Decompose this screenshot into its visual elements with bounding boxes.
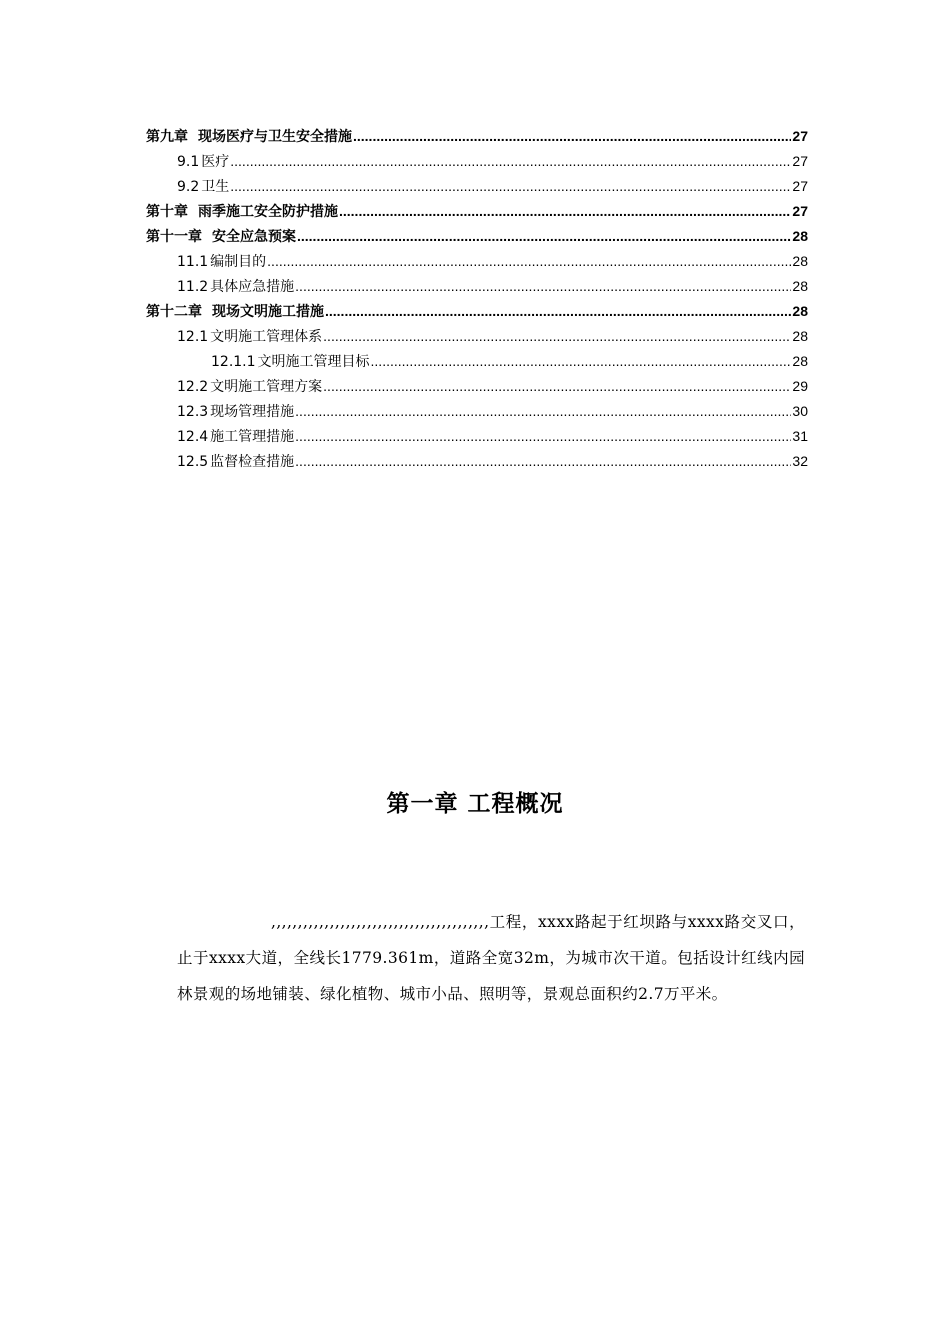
toc-entry-title: 卫生	[201, 179, 230, 195]
toc-entry[interactable]	[146, 149, 808, 174]
toc-entry-title: 医疗	[201, 154, 230, 170]
toc-page-number: 28	[792, 303, 808, 319]
toc-leader	[295, 274, 791, 299]
toc-entry-title: 安全应急预案	[212, 229, 296, 245]
toc-entry[interactable]	[146, 249, 808, 274]
toc-entry[interactable]	[146, 349, 808, 374]
toc-leader	[325, 299, 791, 324]
body-paragraph: ,,,,,,,,,,,,,,,,,,,,,,,,,,,,,,,,,,,,,,,,,工程，xxxx路起于红坝路与xxxx路交叉口，止于xxxx大道，全线长1779.361m，道路全宽32m，为城市次干道。包括设计红线内园林景观的场地铺装、绿化植物、城市小品、照明等，景观总面积约2.7万平米。	[177, 912, 805, 1003]
toc-entry-number: 12.3	[177, 404, 209, 420]
toc-entry[interactable]	[146, 374, 808, 399]
toc-entry-number: 12.5	[177, 454, 209, 470]
toc-entry-title: 施工管理措施	[210, 429, 295, 445]
toc-entry-title: 文明施工管理方案	[210, 379, 323, 395]
toc-entry[interactable]	[146, 299, 808, 324]
toc-entry[interactable]	[146, 199, 808, 224]
table-of-contents	[146, 124, 808, 474]
toc-page-number: 29	[792, 378, 808, 394]
toc-page-number: 28	[792, 278, 808, 294]
toc-entry-title: 文明施工管理目标	[257, 354, 370, 370]
toc-page-number: 28	[792, 228, 808, 244]
toc-leader	[323, 374, 791, 399]
toc-entry-number: 第十一章	[146, 229, 202, 245]
toc-entry-number: 第十二章	[146, 304, 202, 320]
toc-entry-title: 雨季施工安全防护措施	[198, 204, 338, 220]
toc-page-number: 27	[792, 128, 808, 144]
toc-leader	[339, 199, 791, 224]
toc-entry[interactable]	[146, 399, 808, 424]
toc-page-number: 27	[792, 203, 808, 219]
toc-entry[interactable]	[146, 324, 808, 349]
toc-entry-number: 第十章	[146, 204, 188, 220]
toc-leader	[230, 149, 791, 174]
toc-entry-title: 文明施工管理体系	[210, 329, 323, 345]
toc-entry-number: 11.2	[177, 279, 209, 295]
toc-entry[interactable]	[146, 274, 808, 299]
toc-entry-number: 12.2	[177, 379, 209, 395]
toc-leader	[297, 224, 791, 249]
toc-leader	[353, 124, 791, 149]
toc-leader	[323, 324, 791, 349]
toc-entry-title: 编制目的	[210, 254, 267, 270]
toc-entry-title: 具体应急措施	[210, 279, 295, 295]
toc-entry[interactable]	[146, 174, 808, 199]
toc-page-number: 30	[792, 403, 808, 419]
toc-entry[interactable]	[146, 449, 808, 474]
toc-entry-number: 9.1	[177, 154, 200, 170]
toc-entry-number: 12.4	[177, 429, 209, 445]
toc-entry[interactable]	[146, 124, 808, 149]
toc-entry-number: 12.1	[177, 329, 209, 345]
toc-entry[interactable]	[146, 224, 808, 249]
toc-entry-title: 现场医疗与卫生安全措施	[198, 129, 352, 145]
toc-page-number: 28	[792, 253, 808, 269]
chapter-heading: 第一章 工程概况	[386, 790, 564, 817]
toc-entry-number: 11.1	[177, 254, 209, 270]
toc-page-number: 28	[792, 328, 808, 344]
toc-entry-number: 9.2	[177, 179, 200, 195]
toc-leader	[295, 399, 791, 424]
toc-page-number: 31	[792, 428, 808, 444]
toc-page-number: 27	[792, 153, 808, 169]
toc-leader	[295, 449, 791, 474]
toc-entry-number: 12.1.1	[211, 354, 256, 370]
toc-leader	[371, 349, 792, 374]
toc-entry[interactable]	[146, 424, 808, 449]
toc-entry-title: 现场管理措施	[210, 404, 295, 420]
toc-leader	[230, 174, 791, 199]
toc-leader	[267, 249, 791, 274]
toc-page-number: 32	[792, 453, 808, 469]
toc-entry-title: 监督检查措施	[210, 454, 295, 470]
toc-entry-title: 现场文明施工措施	[212, 304, 324, 320]
toc-page-number: 28	[792, 353, 808, 369]
toc-page-number: 27	[792, 178, 808, 194]
toc-leader	[295, 424, 791, 449]
toc-entry-number: 第九章	[146, 129, 188, 145]
